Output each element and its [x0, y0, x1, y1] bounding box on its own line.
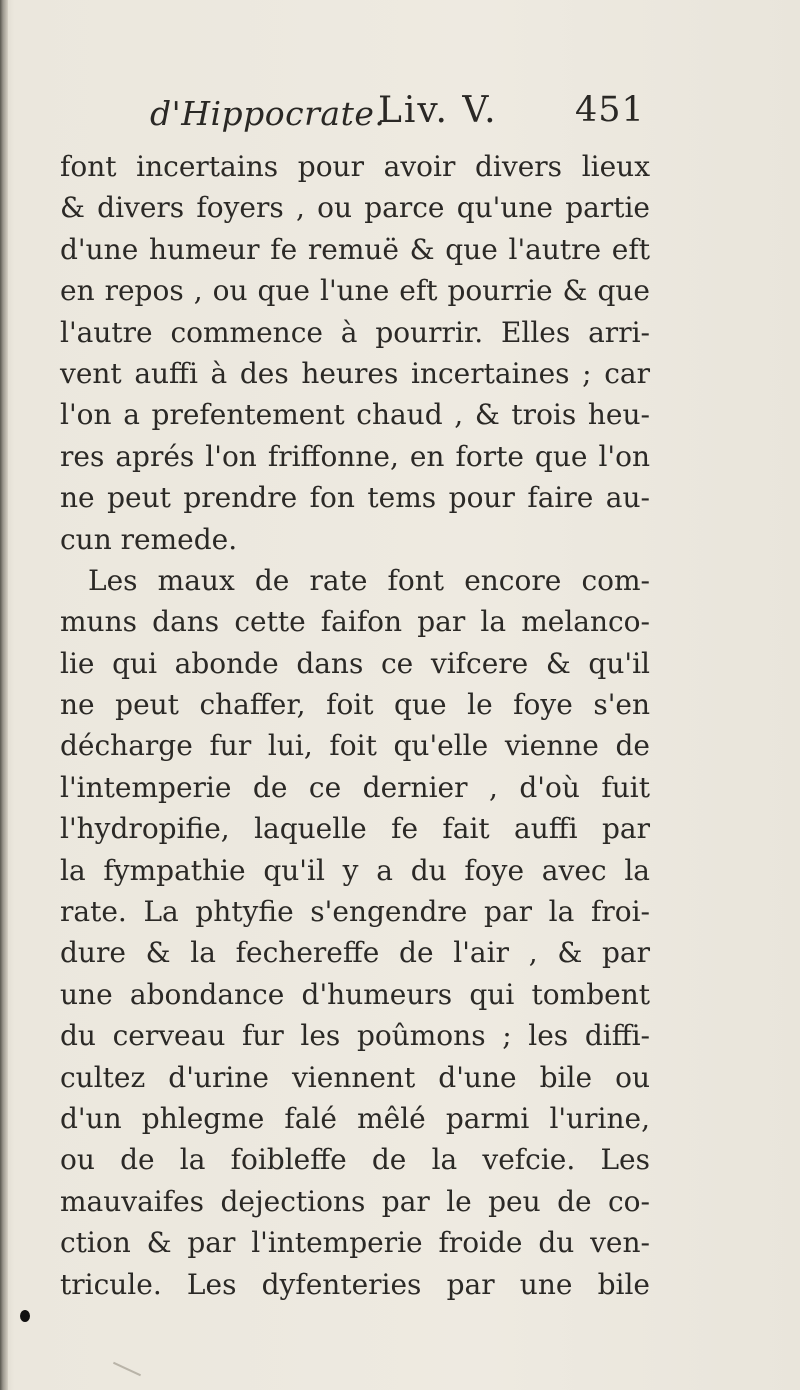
text-line: l'intemperie de ce dernier , d'où fuit — [60, 770, 650, 804]
text-line: en repos , ou que l'une eft pourrie & que — [60, 274, 650, 308]
text-line: d'une humeur fe remuë & que l'autre eft — [60, 232, 650, 266]
text-line: ne peut prendre fon tems pour faire au- — [60, 481, 650, 515]
body-text — [60, 146, 650, 1305]
text-line: l'on a prefentement chaud , & trois heu- — [60, 398, 650, 432]
text-line: cultez d'urine viennent d'une bile ou — [60, 1060, 650, 1094]
page-number: 451 — [575, 90, 645, 130]
text-line: ction & par l'intemperie froide du ven- — [60, 1226, 650, 1260]
binding-gutter — [0, 0, 8, 1390]
page-header — [60, 88, 740, 144]
text-line: Les maux de rate font encore com- — [88, 563, 650, 597]
ink-spot — [20, 1310, 30, 1322]
text-line: font incertains pour avoir divers lieux — [60, 150, 650, 183]
text-line: décharge fur lui, foit qu'elle vienne de — [60, 729, 650, 763]
text-line: du cerveau fur les poûmons ; les diffi- — [60, 1019, 650, 1053]
text-line: muns dans cette faifon par la melanco- — [60, 605, 650, 639]
text-line: une abondance d'humeurs qui tombent — [60, 977, 650, 1011]
text-line: d'un phlegme falé mêlé parmi l'urine, — [60, 1101, 650, 1135]
text-line: cun remede. — [60, 522, 238, 556]
text-line: la fympathie qu'il y a du foye avec la — [60, 853, 650, 887]
text-line: res aprés l'on friffonne, en forte que l'on — [60, 439, 650, 473]
text-line: l'autre commence à pourrir. Elles arri- — [60, 315, 650, 349]
text-line: ou de la foibleffe de la vefcie. Les — [60, 1143, 650, 1177]
running-title: d'Hippocrate. — [150, 94, 386, 133]
paper-mark — [113, 1362, 141, 1376]
book-reference: Liv. V. — [378, 90, 498, 131]
text-line: & divers foyers , ou parce qu'une partie — [60, 191, 650, 225]
text-line: l'hydropifie, laquelle fe fait auffi par — [60, 812, 650, 846]
text-line: dure & la fechereffe de l'air , & par — [60, 936, 650, 970]
text-line: mauvaifes dejections par le peu de co- — [60, 1184, 650, 1218]
text-line: vent auffi à des heures incertaines ; car — [60, 356, 650, 390]
text-line: ne peut chaffer, foit que le foye s'en — [60, 688, 650, 722]
text-line: lie qui abonde dans ce vifcere & qu'il — [60, 646, 650, 680]
text-line: tricule. Les dyfenteries par une bile — [60, 1267, 650, 1301]
text-line: rate. La phtyfie s'engendre par la froi- — [60, 895, 650, 929]
